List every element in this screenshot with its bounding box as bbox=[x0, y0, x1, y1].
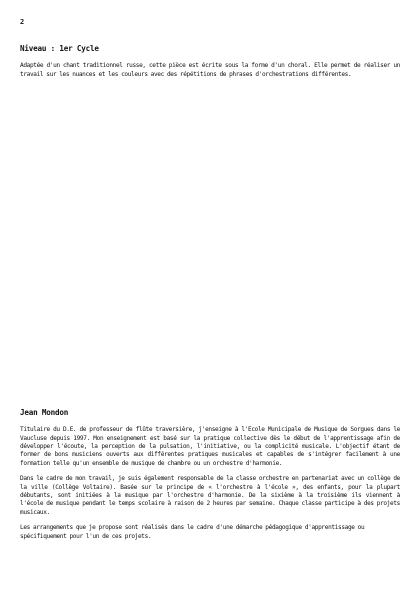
author-section bbox=[20, 408, 400, 548]
author-bio-paragraph-1: Titulaire du D.E. de professeur de flûte traversière, j'enseigne à l'Ecole Municipale de Musique de Sorgues dans le Vaucluse depuis 1997. Mon enseignement est basé sur la pratique collective dès le début de l'apprentissage afin de développer l'écoute, la perception de la pulsation, l'initiative, ou la complicité musicale. L'objectif étant de former de bons musiciens ouverts aux différentes pratiques musicales et capables de s'intégrer facilement à une formation telle qu'un ensemble de musique de chambre ou un orchestre d'harmonie. bbox=[20, 426, 400, 467]
level-description: Adaptée d'un chant traditionnel russe, cette pièce est écrite sous la forme d'un choral. Elle permet de réaliser un travail sur les nuances et les couleurs avec des répétitions de phrases d'orchestrations différentes. bbox=[20, 62, 400, 78]
page-number: 2 bbox=[20, 18, 25, 26]
author-bio-paragraph-2: Dans le cadre de mon travail, je suis également responsable de la classe orchestre en partenariat avec un collège de la ville (Collège Voltaire). Basée sur le principe de « l'orchestre à l'école », des enfants, pour la plupart débutants, sont initiées à la musique par l'orchestre d'harmonie. De la sixième à la troisième ils viennent à l'école de musique pendant le temps scolaire à raison de 2 heures par semaine. Chaque classe participe à des projets musicaux. bbox=[20, 475, 400, 516]
level-section bbox=[20, 44, 400, 86]
author-name: Jean Mondon bbox=[20, 408, 69, 417]
author-bio-paragraph-3: Les arrangements que je propose sont réalisés dans le cadre d'une démarche pédagogique d'apprentissage ou spécifiquement pour l'un de ces projets. bbox=[20, 524, 365, 540]
level-heading: Niveau : 1er Cycle bbox=[20, 44, 99, 53]
